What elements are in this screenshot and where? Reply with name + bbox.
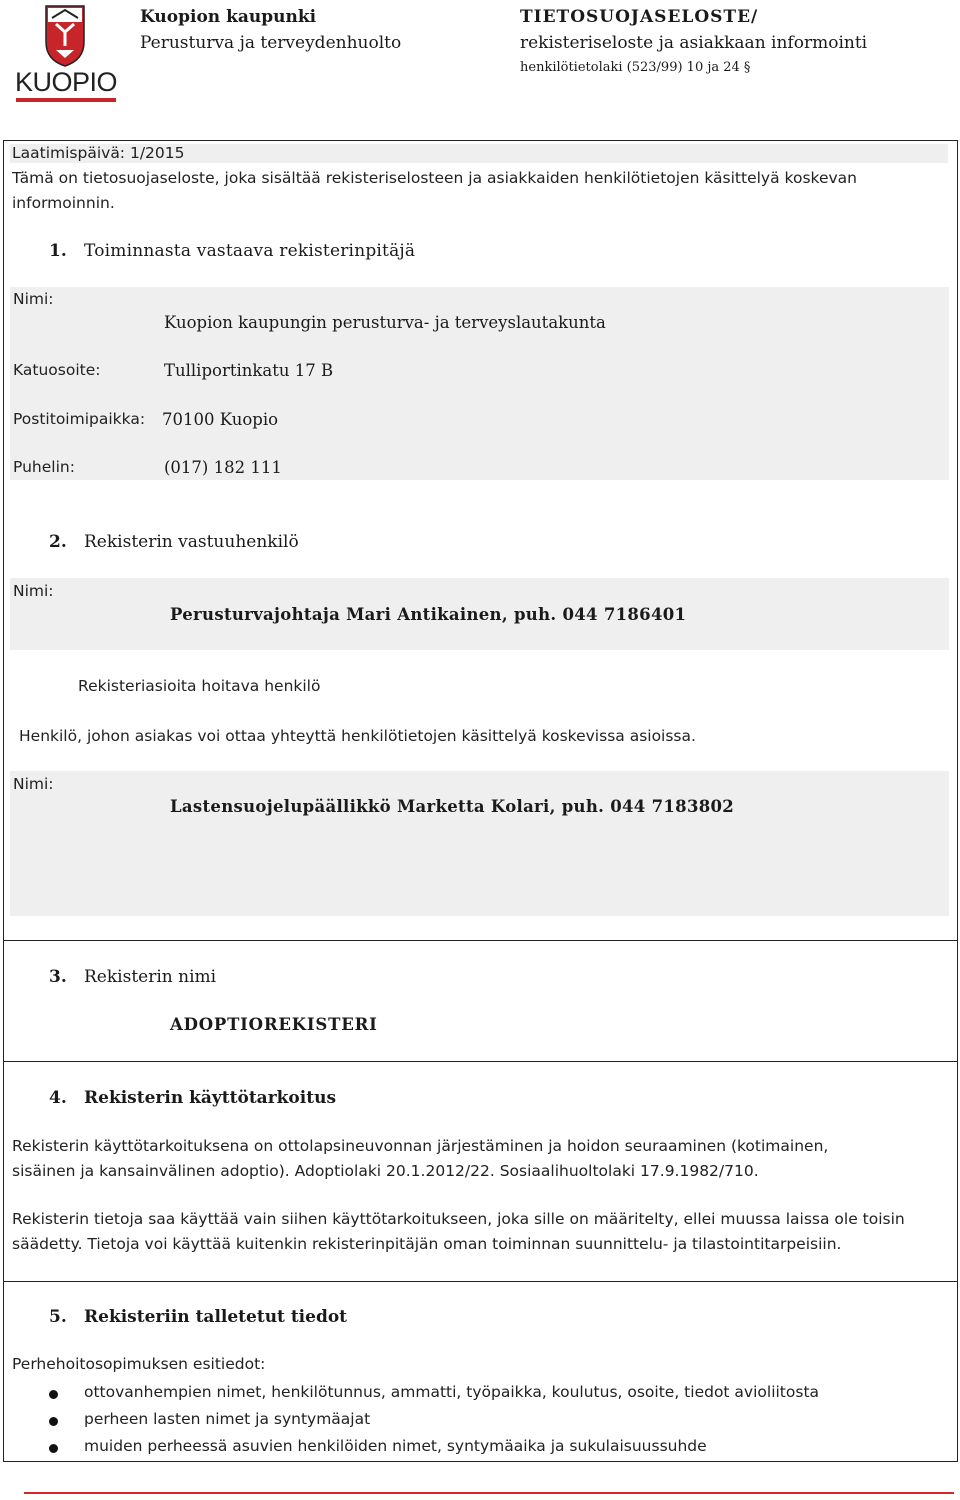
header-doc — [520, 4, 867, 80]
street-value: Tulliportinkatu 17 B — [164, 361, 334, 380]
section1-title: Toiminnasta vastaava rekisterinpitäjä — [84, 241, 416, 261]
contact-name-label: Nimi: — [13, 775, 54, 793]
section5-number: 5. — [49, 1307, 67, 1327]
bullet-icon — [49, 1444, 58, 1453]
purpose-p2-line2: säädetty. Tietoja voi käyttää kuitenkin rekisterinpitäjän oman toiminnan suunnittelu- ja tilastointitarpeisiin. — [12, 1235, 842, 1253]
doc-type: TIETOSUOJASELOSTE/ — [520, 7, 759, 27]
bullet-icon — [49, 1390, 58, 1399]
section2-title: Rekisterin vastuuhenkilö — [84, 532, 299, 552]
phone-value: (017) 182 111 — [164, 458, 282, 477]
header-org — [140, 4, 401, 56]
divider-3 — [3, 940, 958, 941]
responsible-name-value: Perusturvajohtaja Mari Antikainen, puh. 044 7186401 — [170, 605, 687, 624]
section5-title: Rekisteriin talletetut tiedot — [84, 1307, 348, 1327]
name-label: Nimi: — [13, 290, 54, 308]
divider-5 — [3, 1281, 958, 1282]
footer-accent-line — [24, 1492, 954, 1494]
purpose-p1-line2: sisäinen ja kansainvälinen adoptio). Adoptiolaki 20.1.2012/22. Sosiaalihuoltolaki 17.9.1982/710. — [12, 1162, 759, 1180]
section3-title: Rekisterin nimi — [84, 967, 217, 987]
divider-4 — [3, 1061, 958, 1062]
contact-name-value: Lastensuojelupäällikkö Marketta Kolari, puh. 044 7183802 — [170, 797, 735, 816]
responsible-name-label: Nimi: — [13, 582, 54, 600]
doc-subtitle: rekisteriseloste ja asiakkaan informointi — [520, 33, 868, 53]
intro-line-1: Tämä on tietosuojaseloste, joka sisältää rekisteriselosteen ja asiakkaiden henkilötietojen käsittelyä koskevan — [12, 169, 857, 187]
intro-line-2: informoinnin. — [12, 194, 115, 212]
phone-label: Puhelin: — [13, 458, 75, 476]
register-name-value: ADOPTIOREKISTERI — [170, 1015, 378, 1034]
postal-label: Postitoimipaikka: — [13, 410, 146, 428]
postal-value: 70100 Kuopio — [162, 410, 279, 429]
kuopio-logo — [12, 2, 120, 106]
contact-person-field — [10, 771, 949, 916]
contact-heading: Rekisteriasioita hoitava henkilö — [78, 677, 321, 695]
date-line: Laatimispäivä: 1/2015 — [12, 144, 185, 162]
list-item: perheen lasten nimet ja syntymäajat — [84, 1410, 371, 1428]
list-item: ottovanhempien nimet, henkilötunnus, ammatti, työpaikka, koulutus, osoite, tiedot avioliitosta — [84, 1383, 820, 1401]
list-item: muiden perheessä asuvien henkilöiden nimet, syntymäaika ja sukulaisuussuhde — [84, 1437, 707, 1455]
section4-number: 4. — [49, 1088, 67, 1108]
section1-number: 1. — [49, 241, 67, 261]
stored-data-intro: Perhehoitosopimuksen esitiedot: — [12, 1355, 266, 1373]
bullet-icon — [49, 1417, 58, 1426]
logo-text: KUOPIO — [14, 67, 118, 97]
purpose-p2-line1: Rekisterin tietoja saa käyttää vain siihen käyttötarkoitukseen, joka sille on määritelty, ellei muussa laissa ole toisin — [12, 1210, 905, 1228]
org-name: Kuopion kaupunki — [140, 7, 317, 27]
dept-name: Perusturva ja terveydenhuolto — [140, 33, 402, 53]
section2-number: 2. — [49, 532, 67, 552]
law-reference: henkilötietolaki (523/99) 10 ja 24 § — [520, 60, 751, 75]
purpose-p1-line1: Rekisterin käyttötarkoituksena on ottolapsineuvonnan järjestäminen ja hoidon seuraaminen (kotimainen, — [12, 1137, 829, 1155]
section3-number: 3. — [49, 967, 67, 987]
registrar-name: Kuopion kaupungin perusturva- ja terveyslautakunta — [164, 313, 606, 332]
section4-title: Rekisterin käyttötarkoitus — [84, 1088, 337, 1108]
contact-description: Henkilö, johon asiakas voi ottaa yhteyttä henkilötietojen käsittelyä koskevissa asioissa. — [19, 727, 696, 745]
street-label: Katuosoite: — [13, 361, 101, 379]
